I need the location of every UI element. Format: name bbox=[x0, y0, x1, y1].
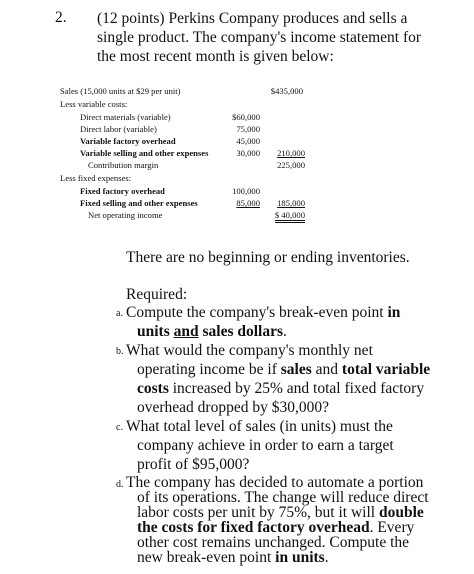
item-c-line-3: profit of $95,000? bbox=[137, 456, 250, 473]
item-d-line-6 bbox=[137, 550, 329, 565]
less-fixed-label: Less fixed expenses: bbox=[60, 173, 132, 183]
net-operating-income-cell bbox=[263, 209, 305, 222]
required-heading: Required: bbox=[126, 286, 188, 303]
direct-materials-label: Direct materials (variable) bbox=[80, 112, 171, 122]
variable-factory-overhead-label: Variable factory overhead bbox=[80, 136, 176, 146]
variable-selling-label: Variable selling and other expenses bbox=[80, 148, 209, 158]
item-d-text-3: labor costs per unit by 75%, but it will bbox=[137, 504, 379, 521]
item-a-bold-in: in bbox=[387, 304, 401, 321]
total-fixed-value: 185,000 bbox=[277, 198, 305, 208]
item-b-line-3 bbox=[137, 380, 424, 399]
fixed-factory-overhead-value: 100,000 bbox=[232, 186, 260, 196]
question-line-1: (12 points) Perkins Company produces and sells a bbox=[97, 10, 408, 27]
item-b-line-2 bbox=[137, 361, 430, 380]
item-b-bold-sales: sales bbox=[280, 361, 312, 378]
direct-labor-value: 75,000 bbox=[236, 124, 260, 134]
item-a-bold-units: units bbox=[137, 323, 174, 340]
item-c-line-1: What total level of sales (in units) must the bbox=[126, 418, 393, 435]
item-d-line-4 bbox=[137, 520, 414, 535]
item-b-and: and bbox=[311, 361, 342, 378]
fixed-factory-overhead-label: Fixed factory overhead bbox=[80, 186, 165, 196]
sales-value: $435,000 bbox=[270, 86, 303, 96]
inventory-note: There are no beginning or ending inventories. bbox=[126, 249, 410, 266]
item-d-bold-double: double bbox=[378, 504, 424, 521]
item-d-line-5: other cost remains unchanged. Compute the bbox=[137, 534, 410, 551]
item-a-label: a. bbox=[116, 308, 123, 319]
question-line-2: single product. The company's income statement for bbox=[97, 29, 422, 46]
total-variable-value: 210,000 bbox=[277, 148, 305, 158]
net-operating-income-label: Net operating income bbox=[88, 210, 163, 220]
item-b-line-4: overhead dropped by $30,000? bbox=[137, 399, 329, 416]
item-b-label: b. bbox=[116, 346, 124, 357]
item-d-line-2: of its operations. The change will reduce direct bbox=[137, 489, 429, 506]
item-d-bold-fixed-overhead: the costs for fixed factory overhead bbox=[137, 519, 370, 536]
less-variable-label: Less variable costs: bbox=[60, 99, 128, 109]
item-b-bold-total-variable: total variable bbox=[341, 361, 431, 378]
variable-factory-overhead-value: 45,000 bbox=[236, 136, 260, 146]
item-d-period: . bbox=[324, 549, 329, 566]
sales-label: Sales (15,000 units at $29 per unit) bbox=[60, 86, 181, 96]
direct-materials-value: $60,000 bbox=[232, 112, 260, 122]
question-number: 2. bbox=[55, 9, 67, 26]
item-c-label: c. bbox=[116, 422, 123, 433]
item-d-label: d. bbox=[116, 479, 124, 490]
item-d-bold-in-units: in units bbox=[275, 549, 325, 566]
item-a-bold-and: and bbox=[173, 323, 199, 340]
item-a-bold-sales: sales dollars bbox=[198, 323, 284, 340]
item-b-line-1: What would the company's monthly net bbox=[126, 342, 373, 359]
item-c-line-2: company achieve in order to earn a target bbox=[137, 437, 394, 454]
fixed-selling-label: Fixed selling and other expenses bbox=[80, 198, 198, 208]
question-line-3: the most recent month is given below: bbox=[97, 48, 334, 65]
item-b-bold-costs: costs bbox=[137, 380, 169, 397]
fixed-selling-value: 85,000 bbox=[236, 198, 260, 208]
item-d-line-1: The company has decided to automate a portion bbox=[126, 474, 424, 491]
item-b-text-2: operating income be if bbox=[137, 361, 281, 378]
item-d-text-6: new break-even point bbox=[137, 549, 276, 566]
item-d-line-3 bbox=[137, 505, 424, 520]
item-a-line-2 bbox=[137, 323, 287, 342]
contribution-margin-value: 225,000 bbox=[277, 160, 305, 170]
item-a-line-1 bbox=[126, 304, 400, 323]
item-b-text-3: increased by 25% and total fixed factory bbox=[168, 380, 425, 397]
item-a-period: . bbox=[283, 323, 287, 340]
contribution-margin-label: Contribution margin bbox=[88, 160, 159, 170]
item-d-every: . Every bbox=[369, 519, 415, 536]
item-a-text-1: Compute the company's break-even point bbox=[126, 304, 388, 321]
variable-selling-value: 30,000 bbox=[236, 148, 260, 158]
direct-labor-label: Direct labor (variable) bbox=[80, 124, 157, 134]
net-operating-income-value: $ 40,000 bbox=[275, 210, 305, 223]
